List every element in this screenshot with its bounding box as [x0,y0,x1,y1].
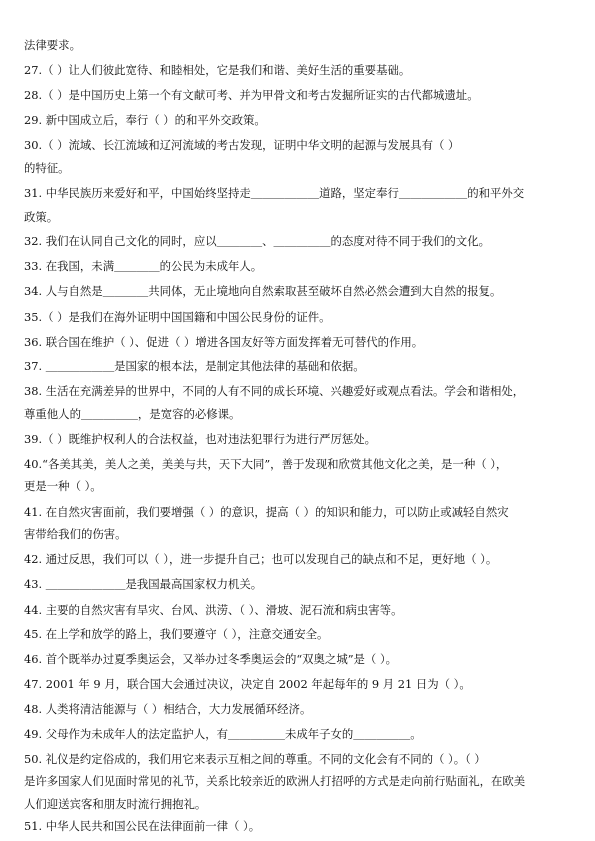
question-46: 46. 首个既举办过夏季奥运会，又举办过冬季奥运会的“双奥之城”是（ ）。 [24,652,398,667]
text-line: 害带给我们的伤害。 [24,526,127,541]
question-42: 42. 通过反思，我们可以（ ），进一步提升自己；也可以发现自己的缺点和不足，更好地（ ）。 [24,552,498,567]
question-43: 43. ＿＿＿＿＿＿＿是我国最高国家权力机关。 [24,577,263,592]
text-line: 是许多国家人们见面时常见的礼节，关系比较亲近的欧洲人打招呼的方式是走向前行贴面礼，在欧美 [24,774,526,789]
question-41: 41. 在自然灾害面前，我们要增强（ ）的意识，提高（ ）的知识和能力，可以防止或减轻自然灾 [24,504,509,519]
text-line: 更是一种（ ）。 [24,479,102,494]
question-33: 33. 在我国，未满＿＿＿＿的公民为未成年人。 [24,259,263,274]
text-line: 人们迎送宾客和朋友时流行拥抱礼。 [24,796,207,811]
question-37: 37. ＿＿＿＿＿＿是国家的根本法，是制定其他法律的基础和依据。 [24,359,365,374]
question-32: 32. 我们在认同自己文化的同时，应以＿＿＿＿、＿＿＿＿＿的态度对待不同于我们的文化。 [24,233,490,248]
text-line: 法律要求。 [24,38,81,52]
question-44: 44. 主要的自然灾害有旱灾、台风、洪涝、（ ）、滑坡、泥石流和病虫害等。 [24,602,403,617]
question-40: 40.“各美其美，美人之美，美美与共，天下大同”，善于发现和欣赏其他文化之美，是一种（ ）， [24,457,508,472]
text-line: 的特征。 [24,161,70,176]
text-line: 尊重他人的＿＿＿＿＿，是宽容的必修课。 [24,406,241,421]
question-29: 29. 新中国成立后，奉行（ ）的和平外交政策。 [24,112,266,127]
text-line: 政策。 [24,209,59,224]
question-36: 36. 联合国在维护（ ）、促进（ ）增进各国友好等方面发挥着无可替代的作用。 [24,334,424,349]
question-49: 49. 父母作为未成年人的法定监护人，有＿＿＿＿＿未成年子女的＿＿＿＿＿。 [24,726,422,741]
question-27: 27.（ ）让人们彼此宽待、和睦相处，它是我们和谐、美好生活的重要基础。 [24,63,411,78]
question-45: 45. 在上学和放学的路上，我们要遵守（ ），注意交通安全。 [24,626,329,641]
question-28: 28.（ ）是中国历史上第一个有文献可考、并为甲骨文和考古发掘所证实的古代都城遗址。 [24,88,479,103]
question-47: 47. 2001 年 9 月，联合国大会通过决议，决定自 2002 年起每年的 9 月 21 日为（ ）。 [24,677,471,692]
question-30: 30.（ ）流域、长江流域和辽河流域的考古发现，证明中华文明的起源与发展具有（ ） [24,137,460,152]
question-50: 50. 礼仪是约定俗成的，我们用它来表示互相之间的尊重。不同的文化会有不同的（ ）。（ ） [24,752,486,767]
question-35: 35.（ ）是我们在海外证明中国国籍和中国公民身份的证件。 [24,309,331,324]
question-38: 38. 生活在充满差异的世界中，不同的人有不同的成长环境、兴趣爱好或观点看法。学会和谐相处， [24,384,525,399]
question-31: 31. 中华民族历来爱好和平，中国始终坚持走＿＿＿＿＿＿道路，坚定奉行＿＿＿＿＿＿的和平外交 [24,186,525,201]
question-48: 48. 人类将清洁能源与（ ）相结合，大力发展循环经济。 [24,701,312,716]
question-39: 39.（ ）既维护权利人的合法权益，也对违法犯罪行为进行严厉惩处。 [24,431,377,446]
question-34: 34. 人与自然是＿＿＿＿共同体，无止境地向自然索取甚至破坏自然必然会遭到大自然的报复。 [24,284,502,299]
question-51: 51. 中华人民共和国公民在法律面前一律（ ）。 [24,819,261,833]
